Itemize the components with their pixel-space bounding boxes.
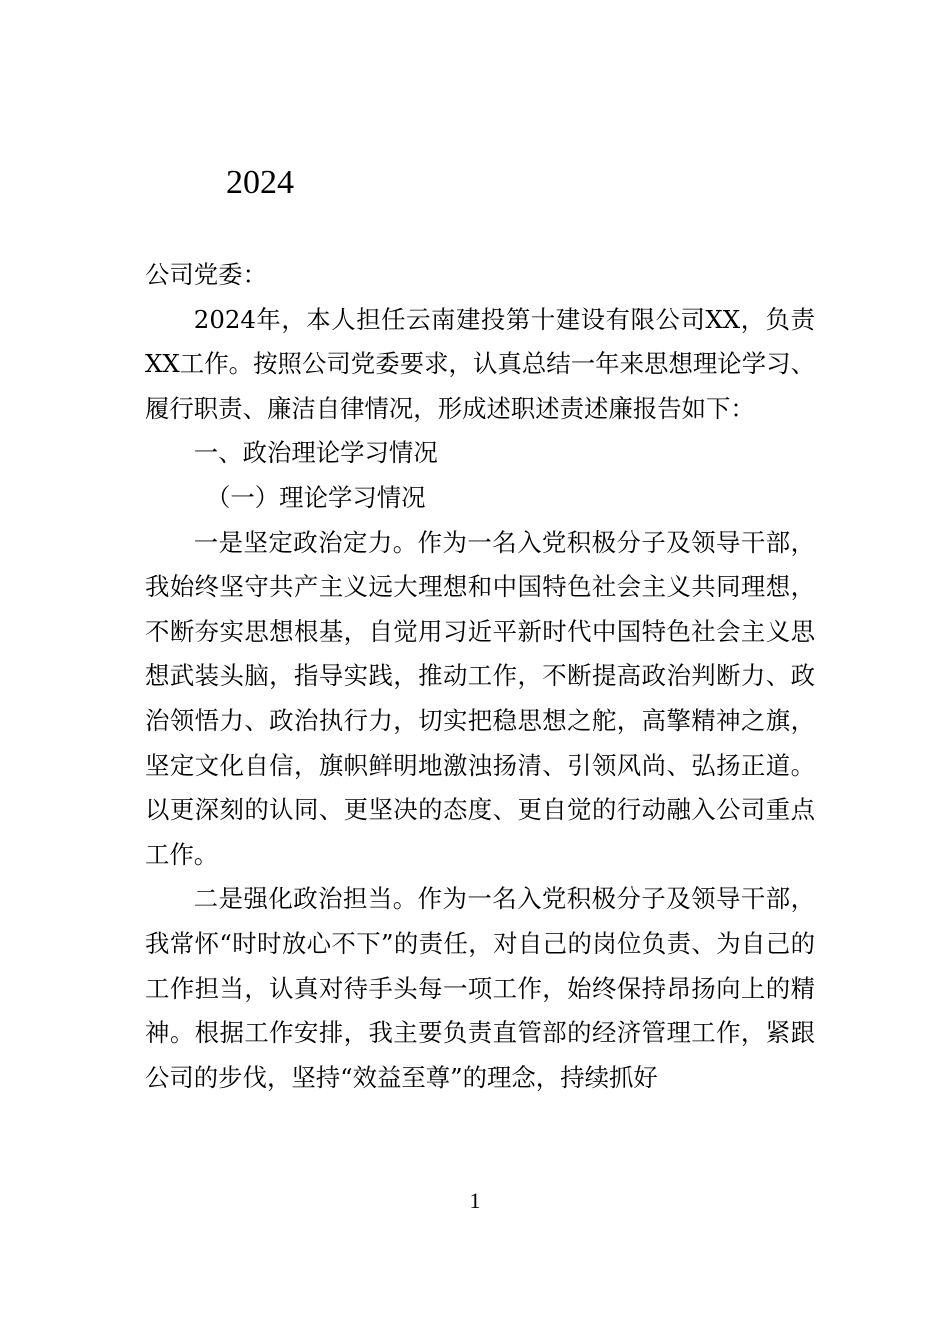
document-body <box>145 253 815 1100</box>
body-paragraph-2: 二是强化政治担当。作为一名入党积极分子及领导干部，我常怀“时时放心不下”的责任，对自己的岗位负责、为自己的工作担当，认真对待手头每一项工作，始终保持昂扬向上的精神。根据工作安排，我主要负责直管部的经济管理工作，紧跟公司的步伐，坚持“效益至尊”的理念，持续抓好 <box>145 884 815 1092</box>
page-number: 1 <box>469 1188 481 1213</box>
intro-paragraph: 2024年，本人担任云南建投第十建设有限公司XX，负责XX工作。按照公司党委要求，认真总结一年来思想理论学习、履行职责、廉洁自律情况，形成述职述责述廉报告如下： <box>145 304 815 423</box>
subsection-heading: （一）理论学习情况 <box>206 482 426 512</box>
salutation: 公司党委： <box>145 260 267 289</box>
section-heading: 一、政治理论学习情况 <box>193 438 438 468</box>
body-paragraph-1: 一是坚定政治定力。作为一名入党积极分子及领导干部，我始终坚守共产主义远大理想和中国特色社会主义共同理想，不断夯实思想根基，自觉用习近平新时代中国特色社会主义思想武装头脑，指导实践，推动工作，不断提高政治判断力、政治领悟力、政治执行力，切实把稳思想之舵，高擎精神之旗，坚定文化自信，旗帜鲜明地激浊扬清、引领风尚、弘扬正道。以更深刻的认同、更坚决的态度、更自觉的行动融入公司重点工作。 <box>145 527 815 869</box>
document-title: 2024 <box>226 164 294 201</box>
